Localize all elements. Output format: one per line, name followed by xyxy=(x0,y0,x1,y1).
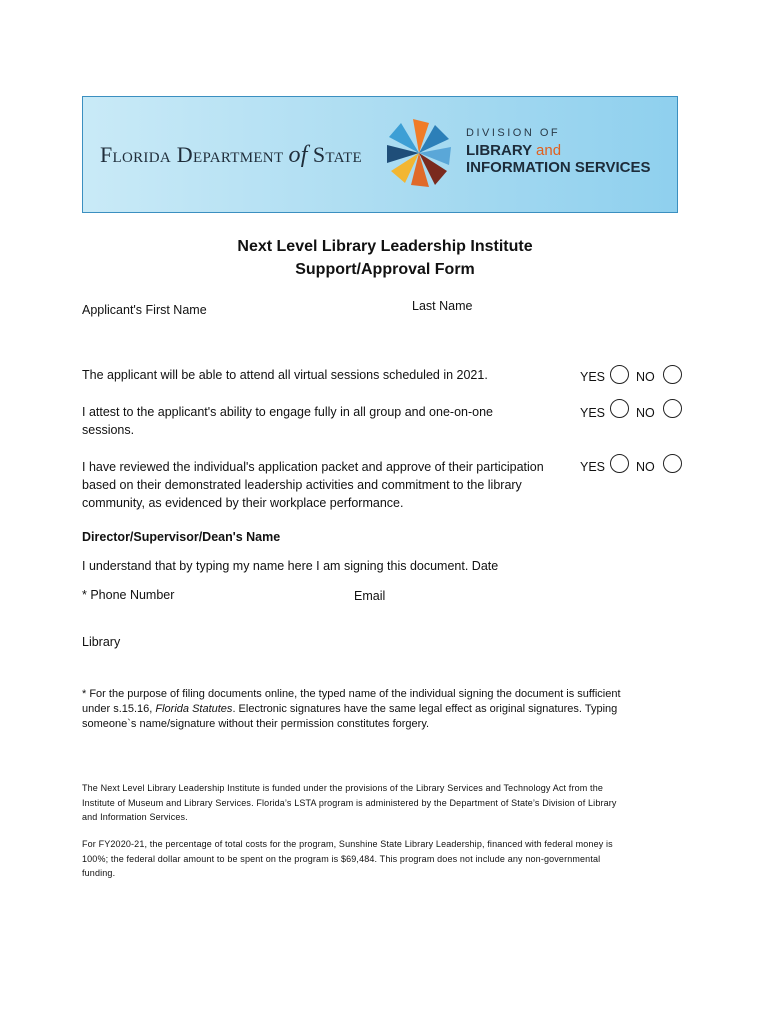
phone-number-label: * Phone Number xyxy=(82,588,175,602)
library-and-label: LIBRARY and xyxy=(466,142,562,159)
no-label: NO xyxy=(636,406,655,420)
email-label: Email xyxy=(354,589,386,603)
library-pinwheel-icon xyxy=(379,113,459,193)
signing-statement: I understand that by typing my name here I am signing this document. Date xyxy=(82,559,499,573)
q1-no-radio[interactable] xyxy=(663,365,682,384)
form-title: Next Level Library Leadership Institute xyxy=(237,238,533,255)
form-subtitle: Support/Approval Form xyxy=(295,261,475,278)
q3-no-radio[interactable] xyxy=(663,454,682,473)
q3-yes-radio[interactable] xyxy=(610,454,629,473)
header-banner xyxy=(82,96,678,213)
applicant-first-name-label: Applicant's First Name xyxy=(82,303,207,317)
q2-yes-radio[interactable] xyxy=(610,399,629,418)
question-engage-fully: I attest to the applicant's ability to engage fully in all group and one-on-one sessions. xyxy=(82,405,493,437)
yes-label: YES xyxy=(580,460,606,474)
no-label: NO xyxy=(636,370,655,384)
yes-label: YES xyxy=(580,406,606,420)
funding-statement: The Next Level Library Leadership Institute is funded under the provisions of the Library Services and Technology Act from the Institute of Museum and Library Services. Florida’s LSTA program is administered by the Department of State’s Division of Library and Information Services. xyxy=(82,783,617,822)
information-services-label: INFORMATION SERVICES xyxy=(466,159,651,176)
signature-footnote: * For the purpose of filing documents online, the typed name of the individual signing the document is sufficient under s.15.16, Florida Statutes. Electronic signatures have the same legal effect as original signatures. Typing someone`s name/signature without their permission constitutes forgery. xyxy=(82,688,621,730)
yes-label: YES xyxy=(580,370,606,384)
q1-yes-radio[interactable] xyxy=(610,365,629,384)
florida-department-of-state-logo: Florida Department of State xyxy=(100,142,363,168)
last-name-label: Last Name xyxy=(412,299,473,313)
question-reviewed-application: I have reviewed the individual's application packet and approve of their participation based on their demonstrated leadership activities and commitment to the library community, as evidenced by their workplace performance. xyxy=(82,460,544,510)
question-attend-sessions: The applicant will be able to attend all virtual sessions scheduled in 2021. xyxy=(82,368,488,382)
director-name-label: Director/Supervisor/Dean's Name xyxy=(82,530,281,544)
no-label: NO xyxy=(636,460,655,474)
division-of-label: DIVISION OF xyxy=(466,127,561,139)
library-label: Library xyxy=(82,635,121,649)
federal-funding-statement: For FY2020-21, the percentage of total costs for the program, Sunshine State Library Leadership, financed with federal money is 100%; the federal dollar amount to be spent on the program is $69,484. This program does not include any non-governmental funding. xyxy=(82,839,613,878)
q2-no-radio[interactable] xyxy=(663,399,682,418)
